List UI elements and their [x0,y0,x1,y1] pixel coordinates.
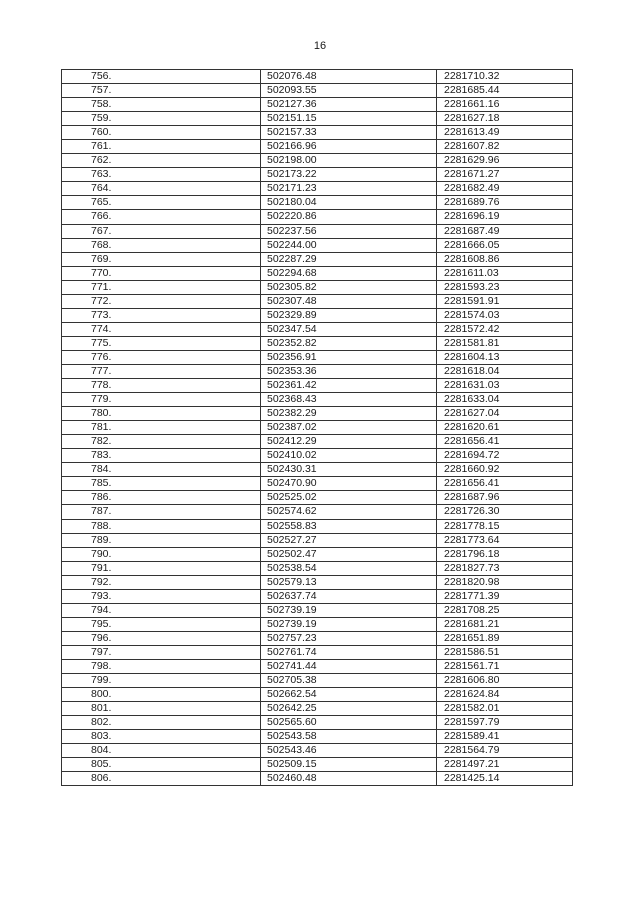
table-row [62,772,573,786]
x-coordinate-cell: 502739.19 [261,603,437,617]
x-coordinate-cell: 502237.56 [261,224,437,238]
point-number-cell: 795. [62,617,261,631]
table-row [62,505,573,519]
x-coordinate-cell: 502307.48 [261,294,437,308]
table-row [62,238,573,252]
table-row [62,252,573,266]
y-coordinate-cell: 2281564.79 [437,744,573,758]
table-row [62,182,573,196]
x-coordinate-cell: 502220.86 [261,210,437,224]
y-coordinate-cell: 2281581.81 [437,336,573,350]
table-row [62,477,573,491]
x-coordinate-cell: 502387.02 [261,421,437,435]
table-row [62,561,573,575]
x-coordinate-cell: 502294.68 [261,266,437,280]
table-row [62,126,573,140]
y-coordinate-cell: 2281687.96 [437,491,573,505]
y-coordinate-cell: 2281425.14 [437,772,573,786]
table-row [62,463,573,477]
point-number-cell: 800. [62,688,261,702]
x-coordinate-cell: 502642.25 [261,702,437,716]
table-row [62,435,573,449]
point-number-cell: 790. [62,547,261,561]
x-coordinate-cell: 502076.48 [261,70,437,84]
y-coordinate-cell: 2281710.32 [437,70,573,84]
x-coordinate-cell: 502352.82 [261,336,437,350]
x-coordinate-cell: 502356.91 [261,350,437,364]
y-coordinate-cell: 2281651.89 [437,631,573,645]
table-row [62,674,573,688]
point-number-cell: 780. [62,407,261,421]
y-coordinate-cell: 2281661.16 [437,98,573,112]
x-coordinate-cell: 502741.44 [261,659,437,673]
table-row [62,154,573,168]
x-coordinate-cell: 502757.23 [261,631,437,645]
table-row [62,575,573,589]
point-number-cell: 798. [62,659,261,673]
x-coordinate-cell: 502637.74 [261,589,437,603]
table-row [62,519,573,533]
point-number-cell: 766. [62,210,261,224]
table-row [62,645,573,659]
y-coordinate-cell: 2281497.21 [437,758,573,772]
y-coordinate-cell: 2281606.80 [437,674,573,688]
y-coordinate-cell: 2281620.61 [437,421,573,435]
table-row [62,407,573,421]
y-coordinate-cell: 2281827.73 [437,561,573,575]
y-coordinate-cell: 2281608.86 [437,252,573,266]
y-coordinate-cell: 2281778.15 [437,519,573,533]
point-number-cell: 803. [62,730,261,744]
table-row [62,112,573,126]
x-coordinate-cell: 502198.00 [261,154,437,168]
x-coordinate-cell: 502347.54 [261,322,437,336]
x-coordinate-cell: 502151.15 [261,112,437,126]
point-number-cell: 802. [62,716,261,730]
y-coordinate-cell: 2281726.30 [437,505,573,519]
y-coordinate-cell: 2281682.49 [437,182,573,196]
point-number-cell: 773. [62,308,261,322]
table-row [62,364,573,378]
point-number-cell: 787. [62,505,261,519]
table-row [62,210,573,224]
point-number-cell: 779. [62,393,261,407]
table-row [62,688,573,702]
table-row [62,730,573,744]
table-row [62,70,573,84]
y-coordinate-cell: 2281582.01 [437,702,573,716]
y-coordinate-cell: 2281589.41 [437,730,573,744]
x-coordinate-cell: 502329.89 [261,308,437,322]
table-row [62,379,573,393]
x-coordinate-cell: 502166.96 [261,140,437,154]
x-coordinate-cell: 502093.55 [261,84,437,98]
point-number-cell: 801. [62,702,261,716]
y-coordinate-cell: 2281771.39 [437,589,573,603]
point-number-cell: 775. [62,336,261,350]
table-row [62,280,573,294]
point-number-cell: 769. [62,252,261,266]
x-coordinate-cell: 502353.36 [261,364,437,378]
y-coordinate-cell: 2281604.13 [437,350,573,364]
x-coordinate-cell: 502543.46 [261,744,437,758]
y-coordinate-cell: 2281629.96 [437,154,573,168]
table-row [62,350,573,364]
y-coordinate-cell: 2281687.49 [437,224,573,238]
point-number-cell: 794. [62,603,261,617]
y-coordinate-cell: 2281561.71 [437,659,573,673]
table-row [62,168,573,182]
y-coordinate-cell: 2281689.76 [437,196,573,210]
table-row [62,266,573,280]
table-row [62,631,573,645]
table-row [62,716,573,730]
x-coordinate-cell: 502173.22 [261,168,437,182]
point-number-cell: 804. [62,744,261,758]
y-coordinate-cell: 2281613.49 [437,126,573,140]
point-number-cell: 774. [62,322,261,336]
table-row [62,603,573,617]
x-coordinate-cell: 502180.04 [261,196,437,210]
point-number-cell: 789. [62,533,261,547]
table-row [62,702,573,716]
y-coordinate-cell: 2281593.23 [437,280,573,294]
table-row [62,421,573,435]
coordinates-table-body [62,70,573,786]
point-number-cell: 765. [62,196,261,210]
x-coordinate-cell: 502538.54 [261,561,437,575]
point-number-cell: 760. [62,126,261,140]
y-coordinate-cell: 2281773.64 [437,533,573,547]
x-coordinate-cell: 502305.82 [261,280,437,294]
y-coordinate-cell: 2281660.92 [437,463,573,477]
point-number-cell: 791. [62,561,261,575]
point-number-cell: 757. [62,84,261,98]
x-coordinate-cell: 502171.23 [261,182,437,196]
y-coordinate-cell: 2281627.18 [437,112,573,126]
x-coordinate-cell: 502705.38 [261,674,437,688]
x-coordinate-cell: 502558.83 [261,519,437,533]
x-coordinate-cell: 502739.19 [261,617,437,631]
table-row [62,308,573,322]
point-number-cell: 799. [62,674,261,688]
point-number-cell: 761. [62,140,261,154]
point-number-cell: 770. [62,266,261,280]
y-coordinate-cell: 2281796.18 [437,547,573,561]
x-coordinate-cell: 502127.36 [261,98,437,112]
x-coordinate-cell: 502509.15 [261,758,437,772]
x-coordinate-cell: 502470.90 [261,477,437,491]
point-number-cell: 762. [62,154,261,168]
table-row [62,449,573,463]
x-coordinate-cell: 502157.33 [261,126,437,140]
x-coordinate-cell: 502368.43 [261,393,437,407]
y-coordinate-cell: 2281820.98 [437,575,573,589]
point-number-cell: 785. [62,477,261,491]
point-number-cell: 776. [62,350,261,364]
point-number-cell: 788. [62,519,261,533]
x-coordinate-cell: 502565.60 [261,716,437,730]
y-coordinate-cell: 2281685.44 [437,84,573,98]
y-coordinate-cell: 2281696.19 [437,210,573,224]
y-coordinate-cell: 2281631.03 [437,379,573,393]
point-number-cell: 782. [62,435,261,449]
point-number-cell: 759. [62,112,261,126]
point-number-cell: 756. [62,70,261,84]
x-coordinate-cell: 502525.02 [261,491,437,505]
x-coordinate-cell: 502430.31 [261,463,437,477]
point-number-cell: 797. [62,645,261,659]
table-row [62,547,573,561]
table-row [62,84,573,98]
x-coordinate-cell: 502502.47 [261,547,437,561]
point-number-cell: 768. [62,238,261,252]
point-number-cell: 792. [62,575,261,589]
table-row [62,140,573,154]
page-number: 16 [313,40,327,52]
point-number-cell: 758. [62,98,261,112]
y-coordinate-cell: 2281656.41 [437,435,573,449]
table-row [62,196,573,210]
table-row [62,322,573,336]
table-row [62,758,573,772]
x-coordinate-cell: 502244.00 [261,238,437,252]
table-row [62,224,573,238]
x-coordinate-cell: 502287.29 [261,252,437,266]
point-number-cell: 771. [62,280,261,294]
y-coordinate-cell: 2281607.82 [437,140,573,154]
x-coordinate-cell: 502527.27 [261,533,437,547]
y-coordinate-cell: 2281656.41 [437,477,573,491]
y-coordinate-cell: 2281572.42 [437,322,573,336]
y-coordinate-cell: 2281624.84 [437,688,573,702]
y-coordinate-cell: 2281681.21 [437,617,573,631]
table-row [62,744,573,758]
y-coordinate-cell: 2281586.51 [437,645,573,659]
point-number-cell: 784. [62,463,261,477]
table-row [62,491,573,505]
y-coordinate-cell: 2281671.27 [437,168,573,182]
point-number-cell: 783. [62,449,261,463]
table-row [62,589,573,603]
point-number-cell: 805. [62,758,261,772]
table-row [62,659,573,673]
x-coordinate-cell: 502460.48 [261,772,437,786]
x-coordinate-cell: 502574.62 [261,505,437,519]
table-row [62,393,573,407]
x-coordinate-cell: 502579.13 [261,575,437,589]
y-coordinate-cell: 2281618.04 [437,364,573,378]
point-number-cell: 796. [62,631,261,645]
y-coordinate-cell: 2281694.72 [437,449,573,463]
y-coordinate-cell: 2281597.79 [437,716,573,730]
point-number-cell: 772. [62,294,261,308]
x-coordinate-cell: 502543.58 [261,730,437,744]
y-coordinate-cell: 2281633.04 [437,393,573,407]
point-number-cell: 764. [62,182,261,196]
point-number-cell: 767. [62,224,261,238]
x-coordinate-cell: 502412.29 [261,435,437,449]
point-number-cell: 763. [62,168,261,182]
point-number-cell: 781. [62,421,261,435]
table-row [62,294,573,308]
y-coordinate-cell: 2281574.03 [437,308,573,322]
y-coordinate-cell: 2281591.91 [437,294,573,308]
x-coordinate-cell: 502761.74 [261,645,437,659]
table-row [62,336,573,350]
x-coordinate-cell: 502662.54 [261,688,437,702]
x-coordinate-cell: 502410.02 [261,449,437,463]
table-row [62,98,573,112]
table-row [62,617,573,631]
point-number-cell: 793. [62,589,261,603]
point-number-cell: 778. [62,379,261,393]
point-number-cell: 786. [62,491,261,505]
point-number-cell: 806. [62,772,261,786]
y-coordinate-cell: 2281611.03 [437,266,573,280]
y-coordinate-cell: 2281708.25 [437,603,573,617]
y-coordinate-cell: 2281666.05 [437,238,573,252]
coordinates-table [61,69,573,786]
table-row [62,533,573,547]
x-coordinate-cell: 502361.42 [261,379,437,393]
y-coordinate-cell: 2281627.04 [437,407,573,421]
point-number-cell: 777. [62,364,261,378]
x-coordinate-cell: 502382.29 [261,407,437,421]
